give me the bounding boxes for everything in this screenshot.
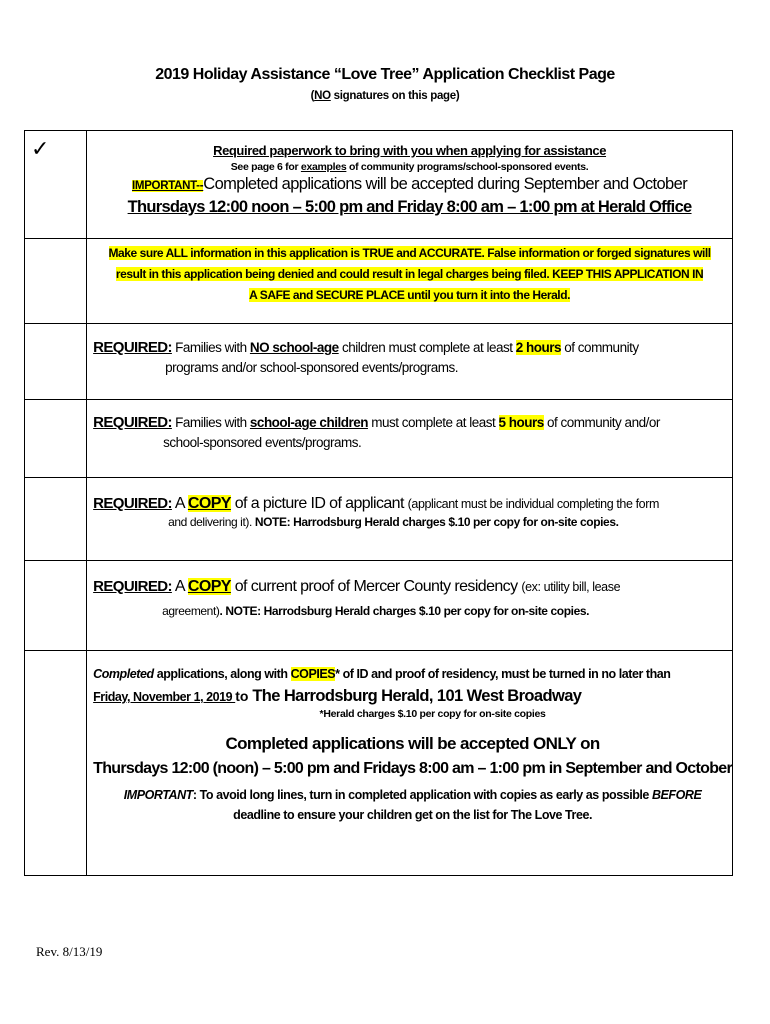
warning-line-1: Make sure ALL information in this application is TRUE and ACCURATE. False information or forged signatures will [108,246,711,260]
requirement-no-school-age [87,324,733,400]
examples-note-b: of community programs/school-sponsored events. [346,161,589,173]
copy-highlight: COPY [187,495,231,512]
req-text-b: children must complete at least [338,340,516,355]
checklist-row-picture-id [25,478,733,561]
req-text-a: Families with [171,415,250,430]
req-text-a: A [171,578,188,595]
page-title: 2019 Holiday Assistance “Love Tree” Application Checklist Page [155,66,615,83]
check-cell [25,400,87,478]
required-label: REQUIRED: [93,578,172,595]
copies-highlight: COPIES [290,667,336,681]
accepted-only-heading: Completed applications will be accepted ONLY on [225,734,600,753]
check-cell [25,239,87,324]
deadline-date: Friday, November 1, 2019 [93,690,236,704]
subtitle-open: ( [310,90,315,102]
submission-instructions [87,651,733,876]
copy-charge-footnote: *Herald charges $.10 per copy for on-site copies [319,708,546,720]
accuracy-warning [87,239,733,324]
req-line-2: programs and/or school-sponsored events/programs. [165,360,459,375]
hours-highlight: 2 hours [515,340,562,355]
required-paperwork-cell [87,131,733,239]
req-text-b: of current proof of Mercer County residency [230,578,522,595]
revision-date: Rev. 8/13/19 [36,944,103,959]
checklist-row-residency [25,561,733,651]
checklist-row-warning [25,239,733,324]
hours-highlight: 5 hours [498,415,544,430]
copy-charge-note: NOTE: Harrodsburg Herald charges $.10 per copy for on-site copies. [254,515,619,529]
important-text-b: deadline to ensure your children get on the list for The Love Tree. [233,808,592,822]
before-italic: BEFORE [651,788,702,802]
requirement-picture-id [87,478,733,561]
examples-link-text: examples [300,161,347,173]
paperwork-heading: Required paperwork to bring with you when applying for assistance [213,143,607,158]
office-hours: Thursdays 12:00 noon – 5:00 pm and Friday 8:00 am – 1:00 pm at Herald Office [127,198,692,216]
checklist-table [24,130,733,876]
req-line-2-a: and delivering it). [168,515,255,529]
important-text-a: : To avoid long lines, turn in completed application with copies as early as possible [192,788,652,802]
req-text-b: must complete at least [367,415,499,430]
required-label: REQUIRED: [93,495,172,512]
req-text-a: Families with [171,340,250,355]
school-age-text: school-age children [249,415,368,430]
important-label: IMPORTANT-- [132,180,204,192]
accepted-months [87,175,732,194]
examples-note-a: See page 6 for [230,161,301,173]
completed-italic: Completed [93,667,154,681]
check-cell [25,324,87,400]
req-text-c: (ex: utility bill, lease [521,580,621,594]
subtitle-rest: signatures on this page) [330,90,460,102]
check-cell [25,478,87,561]
check-cell [25,561,87,651]
req-line-2: school-sponsored events/programs. [163,435,362,450]
checklist-row-header [25,131,733,239]
req-text-b: of a picture ID of applicant [230,495,408,512]
req-text-c: of community and/or [543,415,660,430]
req-text-c: (applicant must be individual completing the form [407,497,660,511]
sub-to: to [235,688,253,704]
req-text-a: A [171,495,188,512]
accepted-months-text: Completed applications will be accepted during September and October [203,175,688,193]
requirement-school-age [87,400,733,478]
check-column-header [25,131,87,239]
requirement-residency [87,561,733,651]
sub-text-b: * of ID and proof of residency, must be turned in no later than [335,667,671,681]
no-school-age-text: NO school-age [249,340,339,355]
important-italic: IMPORTANT [123,788,193,802]
checklist-row-school-age [25,400,733,478]
sub-text-a: applications, along with [153,667,291,681]
herald-address: The Harrodsburg Herald, 101 West Broadway [252,687,582,705]
copy-highlight: COPY [187,578,231,595]
warning-line-3: A SAFE and SECURE PLACE until you turn it into the Herald. [249,288,570,302]
copy-charge-note: . NOTE: Harrodsburg Herald charges $.10 per copy for on-site copies. [219,604,590,618]
page-subtitle [0,90,770,102]
req-line-2-a: agreement) [162,604,220,618]
checklist-row-no-school-age [25,324,733,400]
req-text-c: of community [561,340,639,355]
required-label: REQUIRED: [93,339,172,356]
required-label: REQUIRED: [93,414,172,431]
accepted-only-hours: Thursdays 12:00 (noon) – 5:00 pm and Fridays 8:00 am – 1:00 pm in September and October [93,760,732,777]
warning-line-2: result in this application being denied and could result in legal charges being filed. KEEP THIS APPLICATION IN [115,267,704,281]
check-cell [25,651,87,876]
checklist-row-submission [25,651,733,876]
examples-note [87,161,732,173]
checkmark-icon: ✓ [31,137,50,162]
subtitle-no: NO [314,90,331,102]
